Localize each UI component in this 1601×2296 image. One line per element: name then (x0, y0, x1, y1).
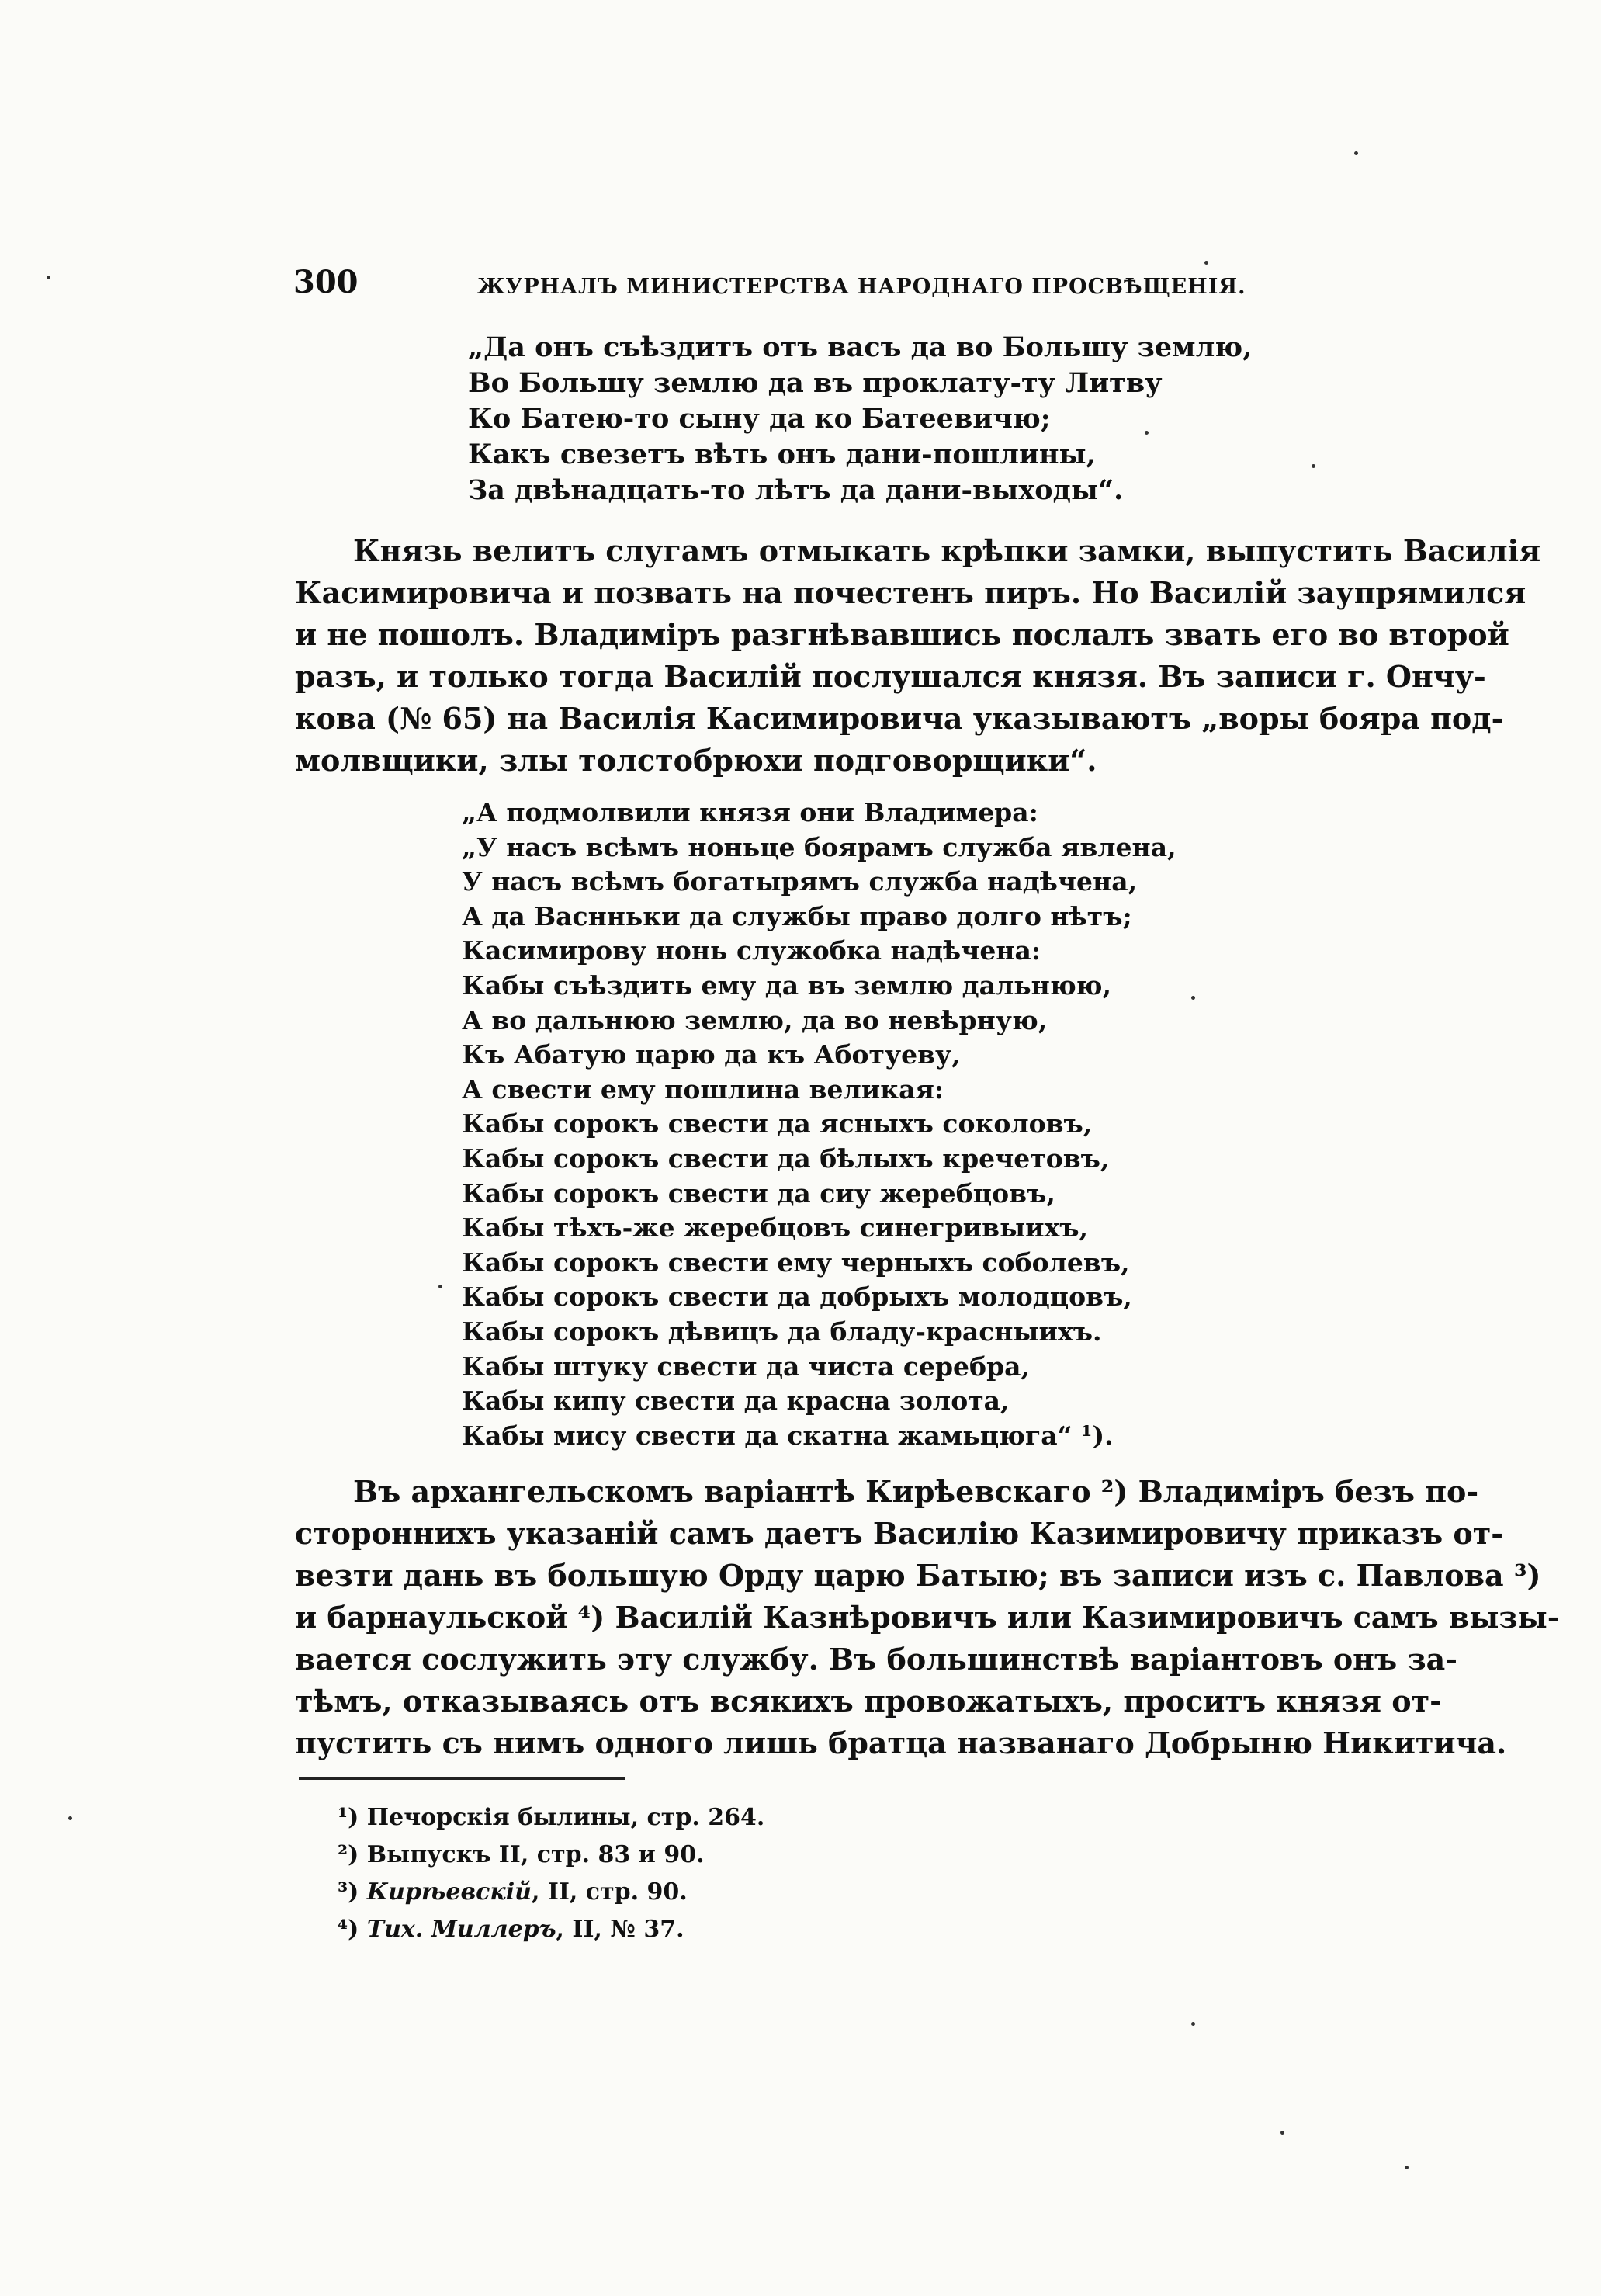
text-line: везти дань въ большую Орду царю Батыю; въ записи изъ с. Павлова ³) (295, 1558, 1541, 1593)
scan-speck (1312, 464, 1315, 468)
text-line: Князь велитъ слугамъ отмыкать крѣпки замки, выпустить Василія (353, 533, 1541, 568)
verse-line: Какъ свезетъ вѣть онъ дани-пошлины, (468, 439, 1096, 470)
scan-speck (438, 1285, 442, 1288)
verse-line: Кабы кипу свести да красна золота, (462, 1386, 1010, 1417)
footnote (338, 1874, 764, 1911)
verse-line: Кабы сорокъ свести да ясныхъ соколовъ, (462, 1108, 1093, 1139)
text-line: молвщики, злы толстобрюхи подговорщики“. (295, 743, 1097, 778)
verse-line: Кабы сорокъ свести ему черныхъ соболевъ, (462, 1247, 1130, 1278)
verse-quote-1 (468, 330, 1252, 508)
text-line: тѣмъ, отказываясь отъ всякихъ провожатыхъ, проситъ князя от- (295, 1684, 1442, 1719)
verse-line: Кабы съѣздить ему да въ землю дальнюю, (462, 969, 1112, 1001)
text-line: и барнаульской ⁴) Василій Казнѣровичъ или Казимировичъ самъ вызы- (295, 1600, 1560, 1635)
text-line: и не пошолъ. Владиміръ разгнѣвавшись послалъ звать его во второй (295, 617, 1509, 652)
scan-speck (68, 1816, 72, 1820)
footnote-text: , II, стр. 90. (531, 1878, 688, 1906)
scan-speck (1280, 2131, 1284, 2135)
footnote (338, 1836, 764, 1874)
verse-line: Кабы сорокъ свести да сиу жеребцовъ, (462, 1177, 1055, 1209)
scan-speck (1191, 996, 1195, 1000)
paragraph-2 (295, 1471, 1560, 1764)
verse-line: „У насъ всѣмъ ноньце боярамъ служба явлена, (462, 831, 1176, 862)
scan-speck (47, 276, 50, 279)
footnote (338, 1911, 764, 1948)
verse-line: Кабы штуку свести да чиста серебра, (462, 1351, 1031, 1382)
text-line: Въ архангельскомъ варіантѣ Кирѣевскаго ²) Владиміръ безъ по- (353, 1474, 1479, 1509)
scan-speck (1204, 261, 1208, 265)
page-number: 300 (293, 264, 359, 300)
verse-quote-2 (462, 796, 1176, 1453)
verse-line: У насъ всѣмъ богатырямъ служба надѣчена, (462, 866, 1138, 897)
verse-line: „Да онъ съѣздитъ отъ васъ да во Большу землю, (468, 331, 1253, 363)
scan-speck (1191, 2022, 1195, 2026)
footnote-text: , II, № 37. (556, 1916, 684, 1943)
page-header (293, 264, 1333, 310)
verse-line: За двѣнадцать-то лѣтъ да дани-выходы“. (468, 474, 1124, 506)
footnote-divider (299, 1777, 625, 1780)
footnote (338, 1799, 764, 1836)
footnote-mark: ⁴) (338, 1916, 359, 1943)
text-line: стороннихъ указаній самъ даетъ Василію Казимировичу приказъ от- (295, 1516, 1504, 1551)
verse-line: Касимирову нонь служобка надѣчена: (462, 935, 1041, 966)
text-line: разъ, и только тогда Василій послушался князя. Въ записи г. Ончу- (295, 659, 1486, 694)
verse-line: Во Большу землю да въ проклату-ту Литву (468, 367, 1163, 399)
verse-line: Къ Абатую царю да къ Аботуеву, (462, 1039, 961, 1070)
scan-speck (1354, 151, 1358, 155)
footnote-mark: ²) (338, 1841, 359, 1868)
text-line: кова (№ 65) на Василія Касимировича указываютъ „воры бояра под- (295, 701, 1504, 736)
text-line: Касимировича и позвать на почестенъ пиръ. Но Василій заупрямился (295, 575, 1526, 610)
footnotes (338, 1799, 764, 1948)
verse-line: Кабы тѣхъ-же жеребцовъ синегривыихъ, (462, 1212, 1089, 1243)
verse-line: „А подмолвили князя они Владимера: (462, 797, 1038, 827)
scan-speck (1405, 2166, 1409, 2169)
verse-line: А да Васнньки да службы право долго нѣтъ; (462, 900, 1132, 931)
scan-speck (1145, 431, 1149, 435)
verse-line: Кабы сорокъ свести да добрыхъ молодцовъ, (462, 1282, 1132, 1313)
footnote-author: Тих. Миллеръ (366, 1916, 556, 1943)
paragraph-1 (295, 530, 1541, 782)
verse-line: А во дальнюю землю, да во невѣрную, (462, 1004, 1048, 1035)
footnote-text: Выпускъ II, стр. 83 и 90. (366, 1841, 705, 1868)
verse-line: Кабы сорокъ дѣвицъ да бладу-красныихъ. (462, 1316, 1102, 1347)
footnote-mark: ¹) (338, 1804, 359, 1831)
footnote-mark: ³) (338, 1878, 359, 1906)
running-title: ЖУРНАЛЪ МИНИСТЕРСТВА НАРОДНАГО ПРОСВѢЩЕНІЯ. (477, 275, 1246, 299)
footnote-text: Печорскія былины, стр. 264. (366, 1804, 765, 1831)
text-line: пустить съ нимъ одного лишь братца названаго Добрыню Никитича. (295, 1725, 1507, 1760)
verse-line: Кабы мису свести да скатна жамьцюга“ ¹). (462, 1420, 1114, 1451)
text-line: вается сослужить эту службу. Въ большинствѣ варіантовъ онъ за- (295, 1642, 1458, 1677)
verse-line: А свести ему пошлина великая: (462, 1073, 944, 1105)
verse-line: Ко Батею-то сыну да ко Батеевичю; (468, 403, 1051, 435)
verse-line: Кабы сорокъ свести да бѣлыхъ кречетовъ, (462, 1143, 1110, 1174)
footnote-author: Кирѣевскій (366, 1878, 532, 1906)
